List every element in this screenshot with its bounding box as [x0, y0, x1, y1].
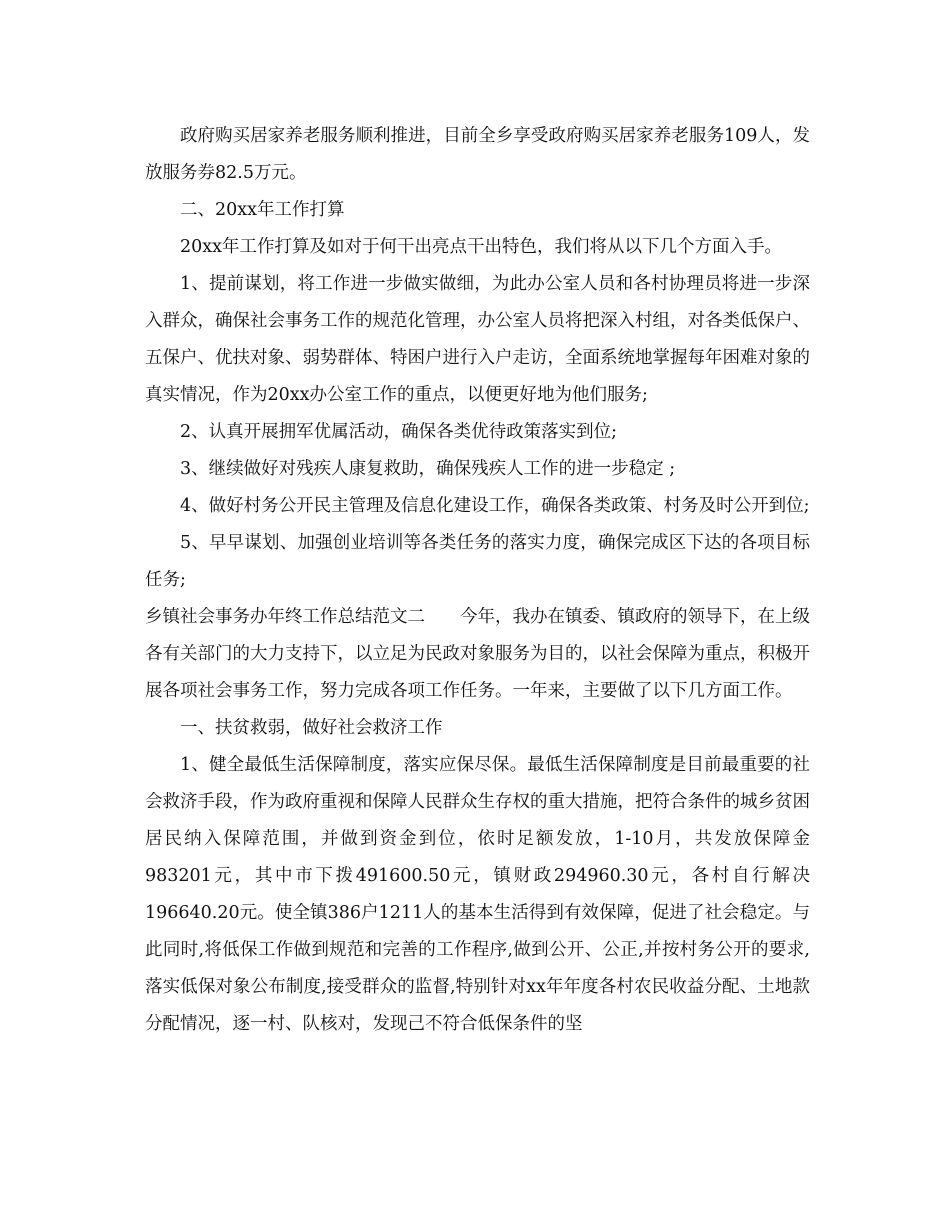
- list-item: 1、提前谋划，将工作进一步做实做细，为此办公室人员和各村协理员将进一步深入群众，确保社会事务工作的规范化管理，办公室人员将把深入村组，对各类低保户、五保户、优扶对象、弱势群体、特困户进行入户走访，全面系统地掌握每年困难对象的真实情况，作为20xx办公室工作的重点，以便更好地为他们服务;: [145, 274, 810, 405]
- paragraph: 1、健全最低生活保障制度，落实应保尽保。最低生活保障制度是目前最重要的社会救济手段，作为政府重视和保障人民群众生存权的重大措施，把符合条件的城乡贫困居民纳入保障范围，并做到资金到位，依时足额发放，1-10月，共发放保障金983201元，其中市下拨491600.50元，镇财政294960.30元，各村自行解决196640.20元。使全镇386户1211人的基本生活得到有效保障，促进了社会稳定。与此同时,将低保工作做到规范和完善的工作程序,做到公开、公正,并按村务公开的要求,落实低保对象公布制度,接受群众的监督,特别针对xx年年度各村农民收益分配、土地款分配情况，逐一村、队核对，发现己不符合低保条件的坚: [145, 755, 810, 1034]
- paragraph: 乡镇社会事务办年终工作总结范文二 今年，我办在镇委、镇政府的领导下，在上级各有关部门的大力支持下，以立足为民政对象服务为目的，以社会保障为重点，积极开展各项社会事务工作，努力完成各项工作任务。一年来，主要做了以下几方面工作。: [145, 607, 810, 701]
- document-body: [145, 118, 810, 1043]
- section-heading: 二、20xx年工作打算: [180, 200, 345, 220]
- section-heading: 一、扶贫救弱，做好社会救济工作: [180, 718, 443, 738]
- list-item: 3、继续做好对残疾人康复救助，确保残疾人工作的进一步稳定 ;: [180, 459, 676, 479]
- paragraph: 20xx年工作打算及如对于何干出亮点干出特色，我们将从以下几个方面入手。: [180, 237, 783, 257]
- list-item: 5、早早谋划、加强创业培训等各类任务的落实力度，确保完成区下达的各项目标任务;: [145, 533, 810, 590]
- list-item: 2、认真开展拥军优属活动，确保各类优待政策落实到位;: [180, 422, 618, 442]
- list-item: 4、做好村务公开民主管理及信息化建设工作，确保各类政策、村务及时公开到位;: [180, 496, 810, 516]
- paragraph: 政府购买居家养老服务顺利推进，目前全乡享受政府购买居家养老服务109人，发放服务券82.5万元。: [145, 126, 810, 183]
